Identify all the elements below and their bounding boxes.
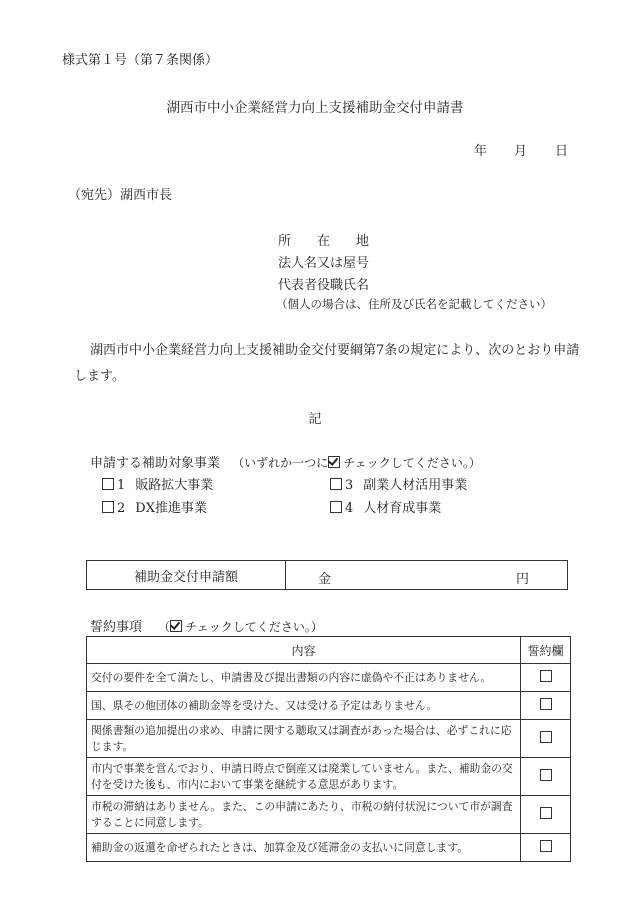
col-content: 内容: [87, 637, 521, 664]
date-year: 年: [474, 144, 488, 159]
checked-box-icon: [328, 456, 340, 468]
pledge-instruction: （ チェックしてください。）: [158, 620, 323, 634]
amount-input[interactable]: [286, 561, 568, 590]
pledge-heading: [90, 616, 323, 635]
col-check: 誓約欄: [521, 637, 571, 664]
checkbox-icon[interactable]: [540, 807, 552, 819]
amount-table: [86, 560, 568, 590]
checked-box-icon: [170, 620, 182, 632]
project-option[interactable]: 4 人材育成事業: [330, 497, 441, 516]
project-heading: [90, 452, 481, 471]
pledge-row: 市内で事業を営んでおり、申請日時点で倒産又は廃業していません。また、補助金の交付を受けた後も、市内において事業を継続する意思があります。: [87, 758, 521, 796]
amount-unit: 円: [515, 572, 529, 587]
page-title: 湖西市中小企業経営力向上支援補助金交付申請書: [166, 100, 464, 116]
addressee: （宛先）湖西市長: [68, 188, 173, 203]
representative-label: 代表者役職氏名: [278, 278, 370, 293]
project-option[interactable]: 3 副業人材活用事業: [330, 474, 467, 493]
pledge-heading-label: 誓約事項: [90, 620, 143, 635]
checkbox-icon[interactable]: [330, 478, 342, 490]
date-month: 月: [514, 144, 528, 159]
date-day: 日: [555, 144, 569, 159]
pledge-row: 市税の滞納はありません。また、この申請にあたり、市税の納付状況について市が調査することに同意します。: [87, 796, 521, 834]
amount-prefix: 金: [318, 572, 332, 587]
checkbox-icon[interactable]: [540, 698, 552, 710]
project-option[interactable]: 2 DX推進事業: [102, 497, 207, 516]
individual-note: （個人の場合は、住所及び氏名を記載してください）: [276, 297, 552, 311]
pledge-row: 交付の要件を全て満たし、申請書及び提出書類の内容に虚偽や不正はありません。: [87, 664, 521, 692]
project-instruction: （いずれか一つに チェックしてください。）: [232, 456, 481, 470]
checkbox-icon[interactable]: [540, 840, 552, 852]
checkbox-icon[interactable]: [540, 731, 552, 743]
company-name-label: 法人名又は屋号: [278, 256, 370, 271]
ki-heading: 記: [308, 412, 322, 427]
checkbox-icon[interactable]: [102, 501, 114, 513]
checkbox-icon[interactable]: [330, 501, 342, 513]
pledge-row: 補助金の返還を命ぜられたときは、加算金及び延滞金の支払いに同意します。: [87, 834, 521, 862]
checkbox-icon[interactable]: [540, 670, 552, 682]
pledge-row: 関係書類の追加提出の求め、申請に関する聴取又は調査があった場合は、必ずこれに応じます。: [87, 720, 521, 758]
project-option[interactable]: 1 販路拡大事業: [102, 474, 213, 493]
project-heading-label: 申請する補助対象事業: [90, 456, 221, 471]
address-label: 所 在 地: [278, 234, 370, 249]
body-text: 湖西市中小企業経営力向上支援補助金交付要綱第7条の規定により、次のとおり申請します。: [74, 343, 580, 384]
form-number: 様式第１号（第７条関係）: [62, 53, 219, 68]
amount-label: 補助金交付申請額: [87, 561, 286, 590]
checkbox-icon[interactable]: [540, 769, 552, 781]
pledge-table: [86, 636, 571, 862]
checkbox-icon[interactable]: [102, 478, 114, 490]
pledge-row: 国、県その他団体の補助金等を受けた、又は受ける予定はありません。: [87, 692, 521, 720]
